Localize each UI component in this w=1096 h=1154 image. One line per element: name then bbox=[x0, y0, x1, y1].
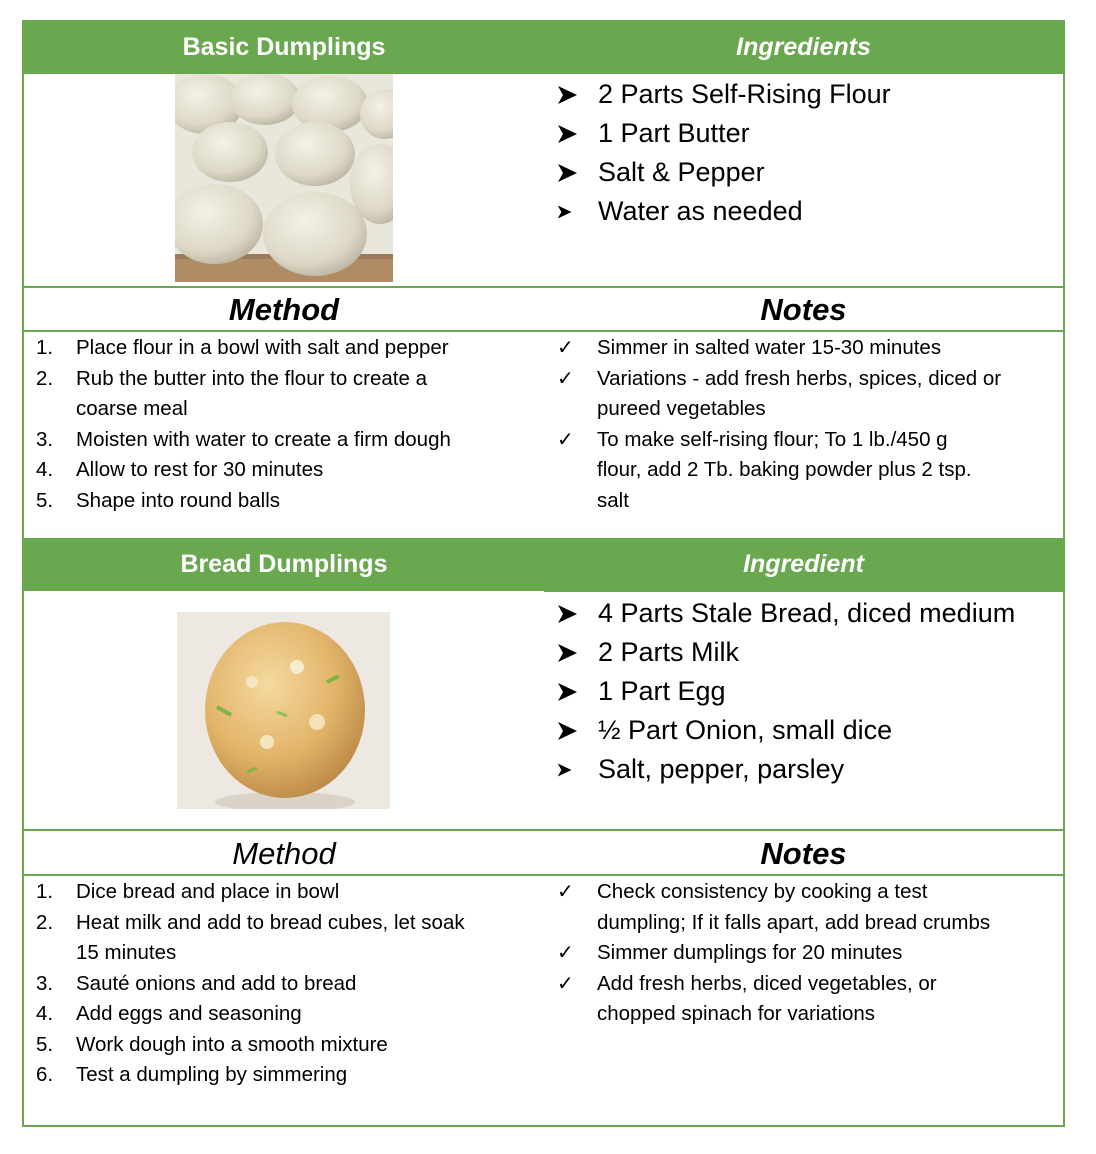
method-step: 4. Allow to rest for 30 minutes bbox=[36, 458, 324, 481]
method-step: 1. Place flour in a bowl with salt and pepper bbox=[36, 336, 449, 359]
ingredient-item: 1 Part Butter bbox=[556, 114, 891, 153]
arrow-bullet-icon bbox=[556, 603, 598, 625]
note-item: ✓ Add fresh herbs, diced vegetables, or chopped spinach for variations bbox=[557, 969, 1057, 1030]
bread-ingredients-list bbox=[556, 594, 1015, 789]
check-icon: ✓ bbox=[557, 337, 574, 359]
ingredient-item: 2 Parts Milk bbox=[556, 633, 1015, 672]
bread-method-header: Method bbox=[232, 836, 336, 871]
check-icon: ✓ bbox=[557, 367, 574, 390]
method-step: 1. Dice bread and place in bowl bbox=[36, 880, 340, 903]
basic-notes-list bbox=[557, 333, 1057, 516]
basic-dumplings-title: Basic Dumplings bbox=[24, 21, 544, 74]
divider bbox=[22, 874, 1065, 876]
divider bbox=[22, 829, 1065, 831]
basic-method-list bbox=[36, 333, 536, 516]
method-step: 4. Add eggs and seasoning bbox=[36, 1002, 302, 1025]
divider bbox=[22, 330, 1065, 332]
divider bbox=[544, 591, 1065, 592]
check-icon: ✓ bbox=[557, 881, 574, 903]
arrow-bullet-icon bbox=[556, 84, 598, 106]
bread-method-list bbox=[36, 877, 536, 1091]
dumpling-balls-photo bbox=[175, 74, 393, 282]
bread-notes-list bbox=[557, 877, 1057, 1030]
arrow-bullet-icon bbox=[556, 642, 598, 664]
note-item: ✓ Variations - add fresh herbs, spices, diced or pureed vegetables bbox=[557, 364, 1057, 425]
ingredient-item: 1 Part Egg bbox=[556, 672, 1015, 711]
method-step: 5. Work dough into a smooth mixture bbox=[36, 1032, 388, 1056]
basic-ingredients-header: Ingredients bbox=[544, 21, 1063, 74]
note-item: ✓ Simmer dumplings for 20 minutes bbox=[557, 938, 1057, 969]
ingredient-item: Salt, pepper, parsley bbox=[556, 750, 1015, 789]
arrow-bullet-icon bbox=[556, 162, 598, 184]
note-item: ✓ Check consistency by cooking a test dumpling; If it falls apart, add bread crumbs bbox=[557, 877, 1057, 938]
arrow-bullet-icon bbox=[556, 762, 598, 778]
method-step: 3. Sauté onions and add to bread bbox=[36, 971, 357, 995]
note-item: ✓ To make self-rising flour; To 1 lb./450 g flour, add 2 Tb. baking powder plus 2 tsp. salt bbox=[557, 425, 1057, 517]
basic-method-header: Method bbox=[228, 292, 340, 327]
check-icon: ✓ bbox=[557, 942, 574, 964]
arrow-bullet-icon bbox=[556, 720, 598, 742]
arrow-bullet-icon bbox=[556, 204, 598, 220]
arrow-bullet-icon bbox=[556, 681, 598, 703]
bread-ingredient-header: Ingredient bbox=[544, 538, 1063, 591]
ingredient-item: 4 Parts Stale Bread, diced medium bbox=[556, 594, 1015, 633]
basic-ingredients-list bbox=[556, 75, 891, 231]
method-step: 5. Shape into round balls bbox=[36, 488, 281, 512]
method-step: 3. Moisten with water to create a firm dough bbox=[36, 427, 451, 451]
method-step: 2. Rub the butter into the flour to create a coarse meal bbox=[36, 366, 427, 420]
check-icon: ✓ bbox=[557, 428, 574, 451]
ingredient-item: Water as needed bbox=[556, 192, 891, 231]
check-icon: ✓ bbox=[557, 972, 574, 995]
note-item: ✓ Simmer in salted water 15-30 minutes bbox=[557, 333, 1057, 364]
divider bbox=[22, 286, 1065, 288]
bread-dumpling-photo bbox=[177, 612, 390, 809]
ingredient-item: 2 Parts Self-Rising Flour bbox=[556, 75, 891, 114]
ingredient-item: Salt & Pepper bbox=[556, 153, 891, 192]
method-step: 2. Heat milk and add to bread cubes, let soak 15 minutes bbox=[36, 910, 465, 964]
basic-notes-header: Notes bbox=[760, 292, 847, 327]
arrow-bullet-icon bbox=[556, 123, 598, 145]
method-step: 6. Test a dumpling by simmering bbox=[36, 1063, 348, 1086]
ingredient-item: ½ Part Onion, small dice bbox=[556, 711, 1015, 750]
bread-dumplings-title: Bread Dumplings bbox=[24, 538, 544, 591]
bread-notes-header: Notes bbox=[760, 836, 847, 871]
